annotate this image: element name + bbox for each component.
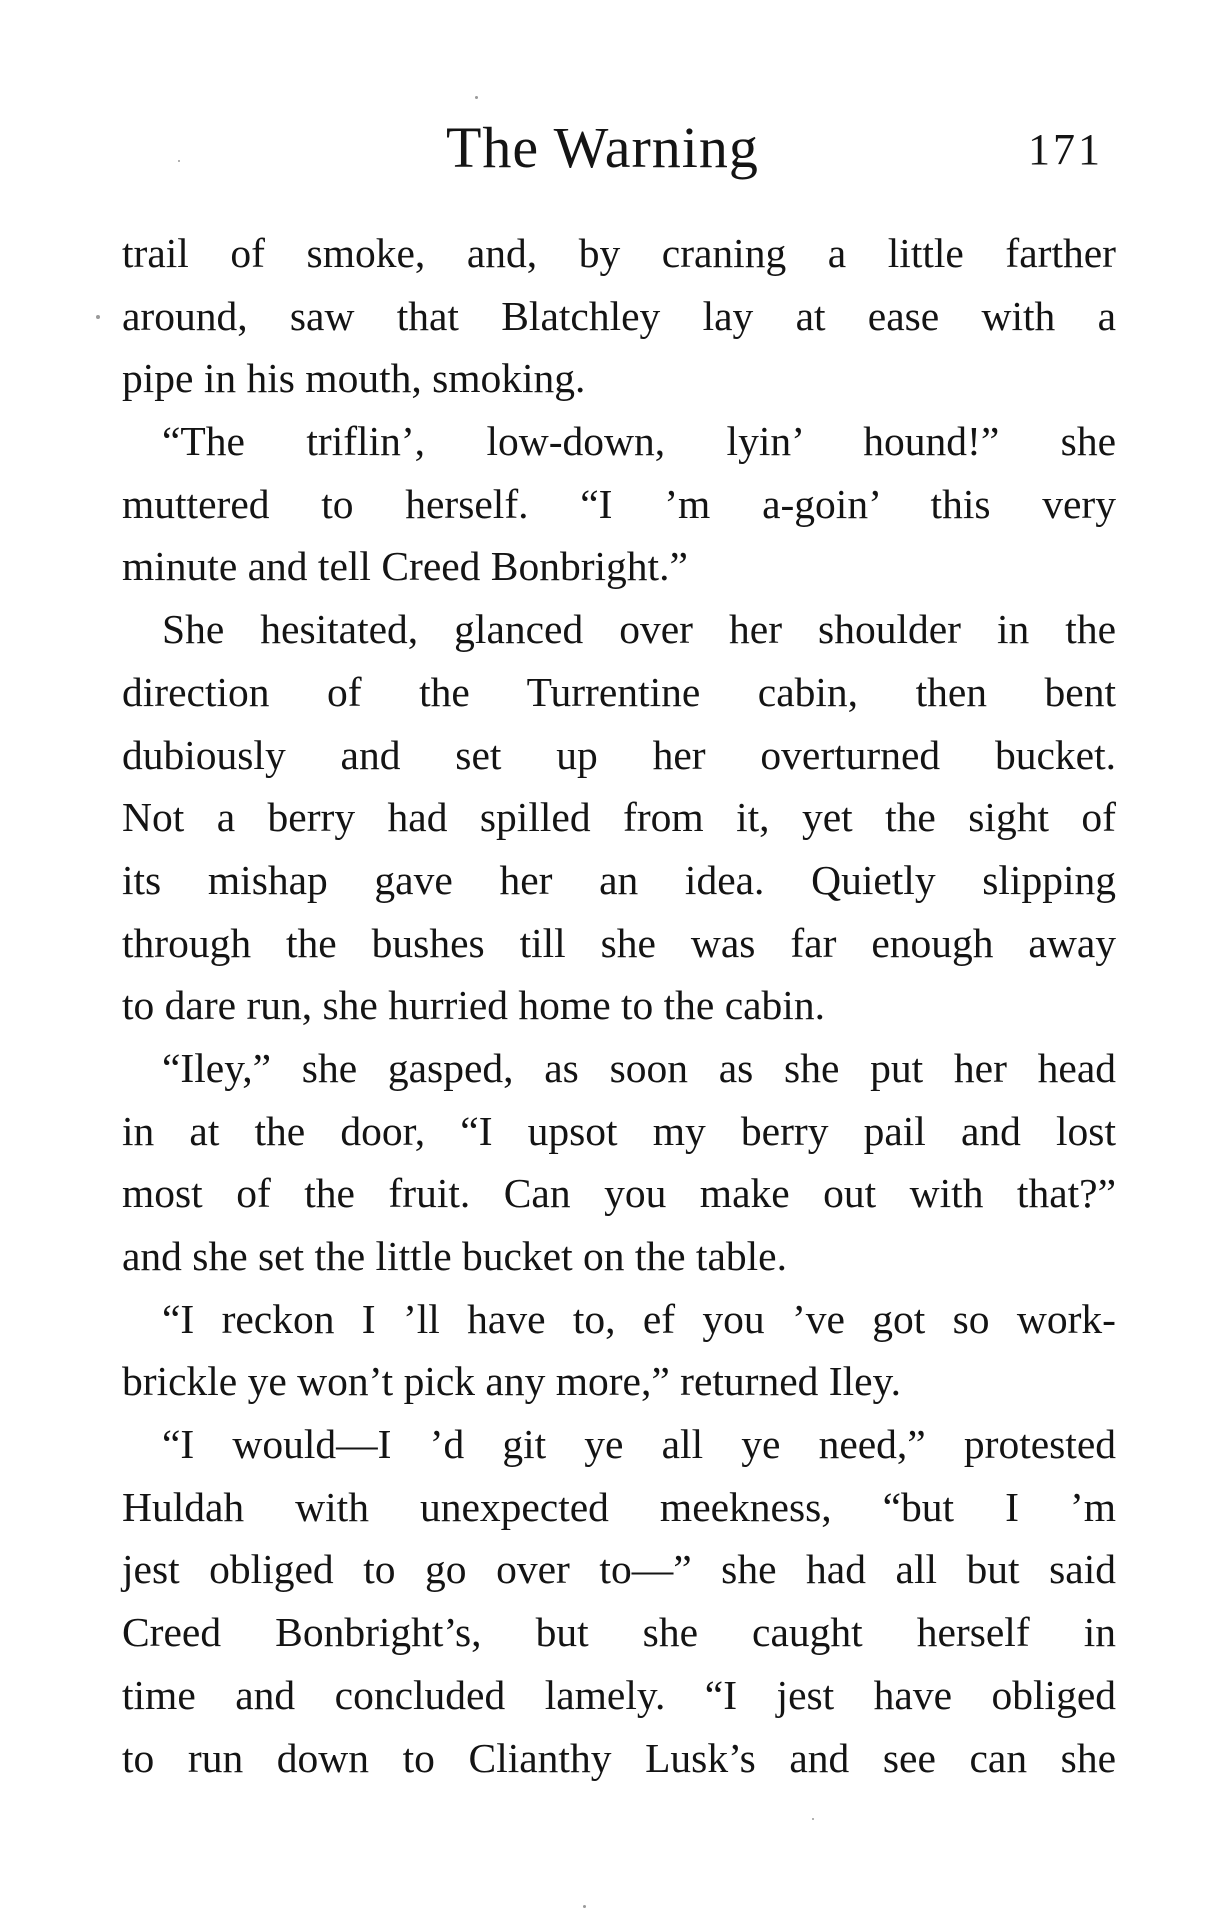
text-line: pipe in his mouth, smoking. bbox=[122, 355, 586, 402]
text-line: through the bushes till she was far enough away bbox=[122, 919, 1116, 966]
paper-speck bbox=[812, 1818, 814, 1820]
text-line: trail of smoke, and, by craning a little farther bbox=[122, 230, 1116, 276]
text-line: “Iley,” she gasped, as soon as she put her head bbox=[162, 1044, 1116, 1091]
text-line: to dare run, she hurried home to the cabin. bbox=[122, 982, 825, 1029]
paper-speck bbox=[96, 315, 100, 319]
text-line: direction of the Turrentine cabin, then bent bbox=[122, 668, 1116, 715]
text-line: and she set the little bucket on the table. bbox=[122, 1233, 787, 1279]
paper-speck bbox=[475, 96, 478, 99]
text-line: Not a berry had spilled from it, yet the sight of bbox=[122, 794, 1116, 841]
page-header bbox=[0, 112, 1213, 192]
page-number: 171 bbox=[1028, 125, 1103, 174]
text-line: most of the fruit. Can you make out with that?” bbox=[122, 1170, 1116, 1217]
text-line: “I would—I ’d git ye all ye need,” protested bbox=[162, 1421, 1116, 1468]
text-line: jest obliged to go over to—” she had all but said bbox=[122, 1546, 1116, 1593]
text-line: She hesitated, glanced over her shoulder in the bbox=[162, 606, 1116, 653]
paper-speck bbox=[178, 160, 180, 162]
text-line: “I reckon I ’ll have to, ef you ’ve got so work- bbox=[162, 1295, 1116, 1342]
text-line: around, saw that Blatchley lay at ease with a bbox=[122, 292, 1116, 339]
running-title: The Warning bbox=[446, 115, 759, 180]
text-line: “The triflin’, low-down, lyin’ hound!” she bbox=[162, 418, 1116, 465]
text-line: to run down to Clianthy Lusk’s and see can she bbox=[122, 1734, 1116, 1781]
text-line: brickle ye won’t pick any more,” returned Iley. bbox=[122, 1358, 901, 1405]
text-line: minute and tell Creed Bonbright.” bbox=[122, 543, 688, 590]
text-line: time and concluded lamely. “I jest have obliged bbox=[122, 1671, 1116, 1718]
text-line: dubiously and set up her overturned bucket. bbox=[122, 731, 1116, 778]
body-text bbox=[122, 222, 1116, 1789]
text-line: Creed Bonbright’s, but she caught herself in bbox=[122, 1609, 1116, 1656]
paper-speck bbox=[583, 1905, 586, 1908]
text-line: its mishap gave her an idea. Quietly slipping bbox=[122, 856, 1116, 903]
text-line: muttered to herself. “I ’m a-goin’ this very bbox=[122, 480, 1116, 527]
text-line: in at the door, “I upsot my berry pail and lost bbox=[122, 1107, 1116, 1154]
text-line: Huldah with unexpected meekness, “but I ’m bbox=[122, 1483, 1116, 1530]
